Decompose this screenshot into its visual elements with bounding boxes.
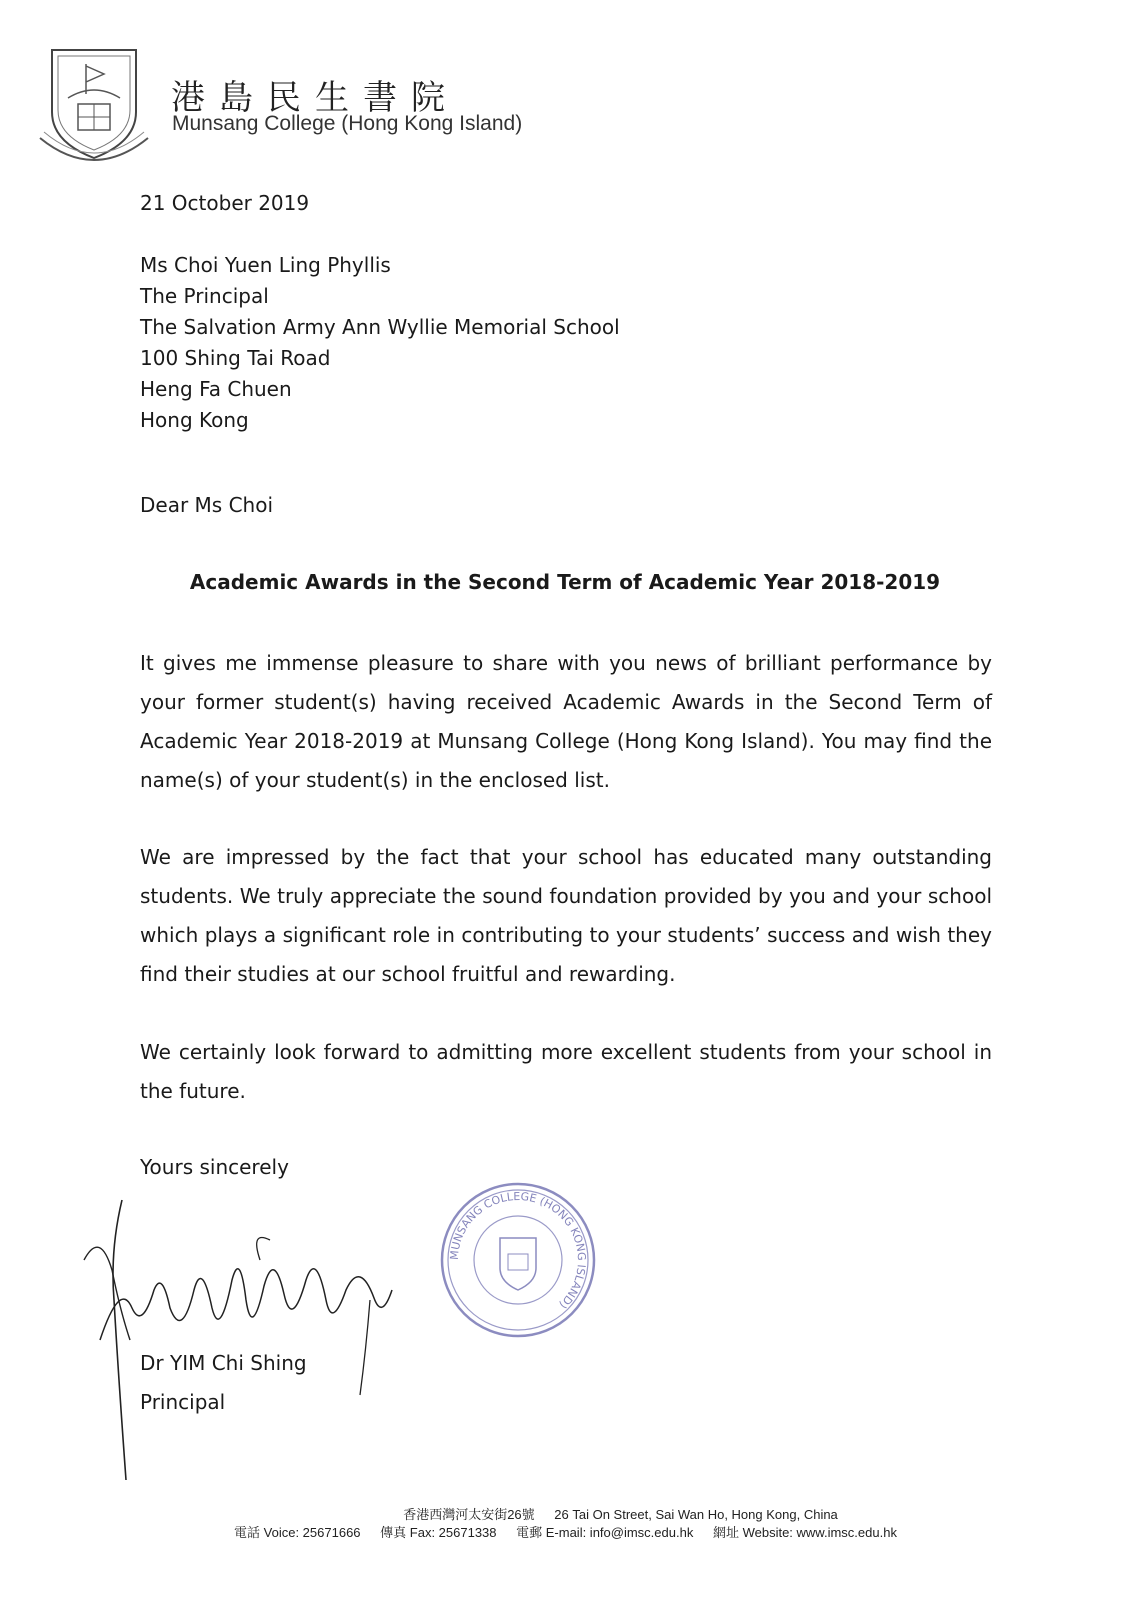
footer-voice: 電話 Voice: 25671666: [234, 1525, 361, 1540]
svg-text:MUNSANG COLLEGE (HONG KONG ISL: [448, 1190, 588, 1311]
body-paragraph: We certainly look forward to admitting more excellent students from your school in the future.: [140, 1040, 992, 1103]
school-stamp: [438, 1180, 598, 1340]
recipient-line: 100 Shing Tai Road: [140, 346, 331, 370]
signatory-name: Dr YIM Chi Shing: [140, 1351, 307, 1375]
letter-date: 21 October 2019: [140, 191, 310, 215]
letterhead: [38, 42, 598, 172]
recipient-line: Heng Fa Chuen: [140, 377, 292, 401]
footer-address-english: 26 Tai On Street, Sai Wan Ho, Hong Kong, China: [554, 1507, 838, 1522]
recipient-line: The Principal: [140, 284, 269, 308]
letter-subject: Academic Awards in the Second Term of Academic Year 2018-2019: [189, 570, 941, 594]
recipient-line: The Salvation Army Ann Wyllie Memorial School: [140, 315, 620, 339]
handwritten-signature: [70, 1190, 430, 1490]
school-crest-icon: [38, 42, 150, 170]
closing: Yours sincerely: [140, 1155, 289, 1179]
body-paragraph: It gives me immense pleasure to share with you news of brilliant performance by your former student(s) having received Academic Awards in the Second Term of Academic Year 2018-2019 at Munsang College (Hong Kong Island). You may find the name(s) of your student(s) in the enclosed list.: [140, 651, 992, 792]
school-name-chinese: 港島民生書院: [171, 78, 459, 118]
letter-footer: [0, 1506, 1131, 1542]
recipient-line: Ms Choi Yuen Ling Phyllis: [140, 253, 391, 277]
stamp-text: MUNSANG COLLEGE (HONG KONG ISLAND): [447, 1189, 589, 1312]
recipient-line: Hong Kong: [140, 408, 249, 432]
footer-fax: 傳真 Fax: 25671338: [380, 1525, 497, 1540]
footer-address-chinese: 香港西灣河太安街26號: [403, 1507, 535, 1522]
recipient-address: [140, 250, 620, 436]
body-paragraph: We are impressed by the fact that your school has educated many outstanding students. We truly appreciate the sound foundation provided by you and your school which plays a significant role in contributing to your students’ success and wish they find their studies at our school fruitful and rewarding.: [140, 845, 992, 986]
school-name-english: Munsang College (Hong Kong Island): [172, 112, 523, 135]
signatory-title: Principal: [140, 1390, 226, 1414]
footer-website: 網址 Website: www.imsc.edu.hk: [712, 1525, 897, 1540]
salutation: Dear Ms Choi: [140, 493, 274, 517]
footer-email: 電郵 E-mail: info@imsc.edu.hk: [516, 1525, 694, 1540]
